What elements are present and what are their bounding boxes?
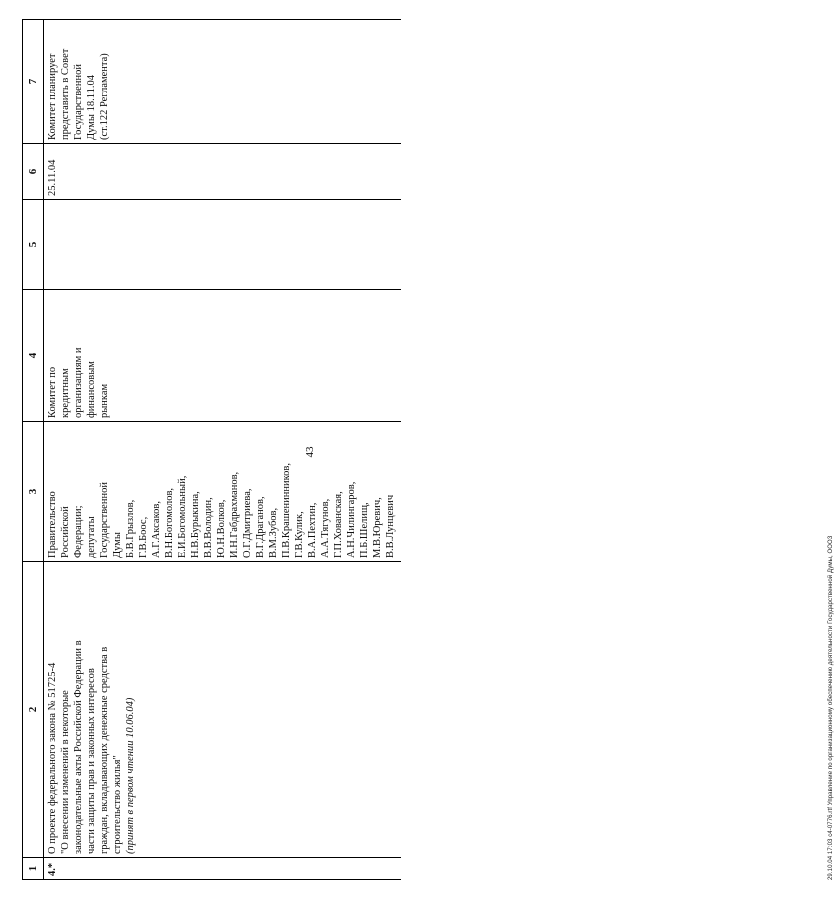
page-footer: 29.10.04 17:03 c4-0776.rtf Управление по организационному обеспечению деятельности Государственной Думы, ООО3 bbox=[828, 535, 834, 880]
table-row bbox=[44, 20, 402, 880]
rotated-document-page bbox=[22, 20, 834, 880]
deputy-name: М.В.Юревич, bbox=[372, 497, 383, 558]
initiator-line: Российской bbox=[60, 506, 71, 558]
bill-title-line: строительство жилья" bbox=[112, 755, 123, 854]
committee-line: финансовым bbox=[86, 361, 97, 418]
committee-line: Комитет по bbox=[47, 366, 58, 418]
item-number: 4.* bbox=[44, 858, 402, 880]
column-header: 6 bbox=[23, 144, 44, 200]
deputy-name: В.В.Лунцевич bbox=[385, 494, 396, 558]
deputy-name: А.А.Тягунов, bbox=[320, 498, 331, 558]
note-line: (ст.122 Регламента) bbox=[99, 53, 110, 140]
deputy-name: Ю.Н.Волков, bbox=[216, 499, 227, 558]
reading-status-note: (принят в первом чтении 10.06.04) bbox=[125, 697, 136, 854]
column-header: 7 bbox=[23, 20, 44, 144]
initiator-line: Правительство bbox=[47, 491, 58, 558]
deputy-name: В.В.Володин, bbox=[203, 497, 214, 558]
initiators-cell bbox=[44, 422, 402, 562]
bill-title-line: граждан, вкладывающих денежные средства в bbox=[99, 646, 110, 854]
note-line: представить в Совет bbox=[60, 48, 71, 140]
initiator-line: депутаты bbox=[86, 516, 97, 558]
initiator-line: Федерации; bbox=[73, 505, 84, 558]
column-header: 2 bbox=[23, 562, 44, 858]
deputy-name: Б.В.Грызлов, bbox=[125, 499, 136, 558]
deputy-name: Е.И.Богомольный, bbox=[177, 475, 188, 558]
note-line: Думы 18.11.04 bbox=[86, 75, 97, 140]
deputy-name: А.Н.Чилингаров, bbox=[346, 481, 357, 558]
schedule-table bbox=[22, 19, 401, 880]
bill-title-cell bbox=[44, 562, 402, 858]
column-header: 1 bbox=[23, 858, 44, 880]
bill-title-line: "О внесении изменений в некоторые bbox=[60, 690, 71, 854]
deputy-name: В.А.Пехтин, bbox=[307, 502, 318, 558]
deputy-name: П.В.Крашенинников, bbox=[281, 463, 292, 558]
deputy-name: Г.В.Боос, bbox=[138, 516, 149, 558]
note-line: Комитет планирует bbox=[47, 53, 58, 140]
column-header: 3 bbox=[23, 422, 44, 562]
deputy-name: В.Н.Богомолов, bbox=[164, 487, 175, 558]
committee-line: организациям и bbox=[73, 347, 84, 418]
page-number: 43 bbox=[304, 446, 316, 458]
committee-line: кредитным bbox=[60, 368, 71, 418]
bill-title-line: части защиты прав и законных интересов bbox=[86, 668, 97, 854]
note-line: Государственной bbox=[73, 64, 84, 140]
column-header: 4 bbox=[23, 290, 44, 422]
responsible-committee-cell bbox=[44, 290, 402, 422]
date-cell: 25.11.04 bbox=[44, 144, 402, 200]
column-5-cell bbox=[44, 200, 402, 290]
deputy-name: Г.В.Кулик, bbox=[294, 511, 305, 558]
committee-line: рынкам bbox=[99, 383, 110, 418]
deputy-name: В.Г.Драганов, bbox=[255, 496, 266, 558]
deputy-name: Г.П.Хованская, bbox=[333, 491, 344, 558]
deputy-name: А.Г.Аксаков, bbox=[151, 501, 162, 558]
table-header-row bbox=[23, 20, 44, 880]
deputy-name: Н.В.Бурыкина, bbox=[190, 491, 201, 558]
deputy-name: В.М.Зубов, bbox=[268, 507, 279, 558]
deputy-name: И.Н.Габдрахманов, bbox=[229, 471, 240, 558]
note-cell bbox=[44, 20, 402, 144]
deputy-name: П.Б.Шелищ, bbox=[359, 502, 370, 558]
bill-title-line: законодательные акты Российской Федерации в bbox=[73, 640, 84, 854]
bill-title-line: О проекте федерального закона № 51725-4 bbox=[47, 662, 58, 854]
initiator-line: Государственной bbox=[99, 482, 110, 558]
column-header: 5 bbox=[23, 200, 44, 290]
deputy-name: О.Г.Дмитриева, bbox=[242, 488, 253, 558]
initiator-line: Думы bbox=[112, 532, 123, 558]
